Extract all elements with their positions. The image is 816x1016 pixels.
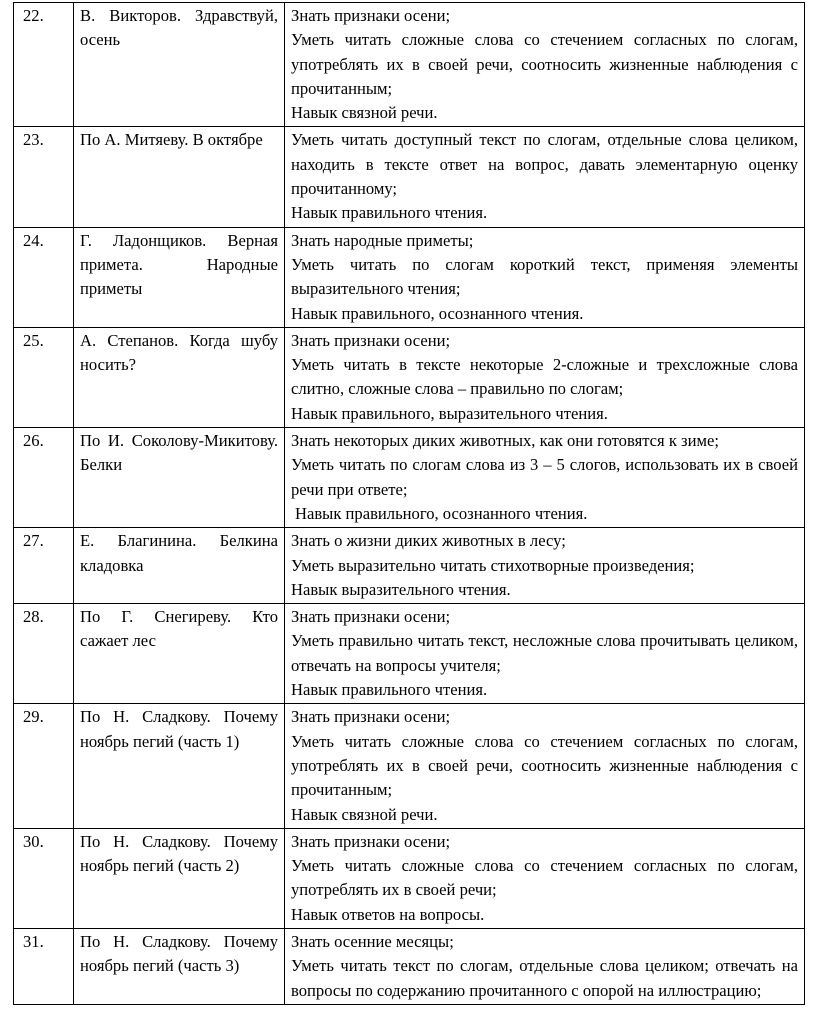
lesson-requirements [285, 828, 805, 928]
table-row [14, 428, 805, 528]
lesson-requirements [285, 3, 805, 127]
requirement-line: Уметь выразительно читать стихотворные произведения; [291, 555, 695, 575]
table-row [14, 127, 805, 227]
lesson-requirements [285, 428, 805, 528]
requirement-line: Уметь читать сложные слова со стечением согласных по слогам, употреблять их в своей речи; [291, 856, 798, 900]
requirement-line: Уметь читать текст по слогам, отдельные слова целиком; отвечать на вопросы по содержанию прочитанного с опорой на иллюстрацию; [291, 956, 798, 1000]
lesson-title: По А. Митяеву. В октябре [74, 127, 285, 227]
requirement-line: Знать признаки осени; [291, 607, 451, 627]
lesson-number: 30. [14, 828, 74, 928]
requirement-line: Уметь правильно читать текст, несложные слова прочитывать целиком, отвечать на вопросы учителя; [291, 631, 798, 675]
table-row [14, 227, 805, 327]
requirement-line: Знать о жизни диких животных в лесу; [291, 531, 566, 551]
requirement-line: Уметь читать по слогам слова из 3 – 5 слогов, использовать их в своей речи при ответе; [291, 455, 798, 499]
lesson-requirements [285, 928, 805, 1004]
table-row [14, 604, 805, 704]
table-row [14, 704, 805, 828]
requirement-line: Знать признаки осени; [291, 831, 451, 851]
lesson-number: 28. [14, 604, 74, 704]
lesson-title: В. Викторов. Здравствуй, осень [74, 3, 285, 127]
lesson-title: По Г. Снегиреву. Кто сажает лес [74, 604, 285, 704]
lesson-title: По И. Соколову-Микитову. Белки [74, 428, 285, 528]
requirement-line: Уметь читать в тексте некоторые 2-сложные и трехсложные слова слитно, сложные слова – правильно по слогам; [291, 355, 798, 399]
requirement-line: Навык правильного чтения. [291, 203, 488, 223]
table-row [14, 828, 805, 928]
lesson-title: По Н. Сладкову. Почему ноябрь пегий (часть 1) [74, 704, 285, 828]
table-row [14, 3, 805, 127]
lesson-title: Е. Благинина. Белкина кладовка [74, 528, 285, 604]
lesson-number: 22. [14, 3, 74, 127]
requirement-line: Навык правильного чтения. [291, 680, 488, 700]
requirement-line: Навык правильного, выразительного чтения. [291, 403, 608, 423]
table-body [14, 3, 805, 1005]
requirement-line: Уметь читать доступный текст по слогам, отдельные слова целиком, находить в тексте ответ на вопрос, давать элементарную оценку прочитанному; [291, 130, 798, 199]
table-row [14, 327, 805, 427]
requirement-line: Навык правильного, осознанного чтения. [295, 503, 588, 523]
lesson-requirements [285, 327, 805, 427]
table-row [14, 528, 805, 604]
table-row [14, 928, 805, 1004]
requirement-line: Знать осенние месяцы; [291, 931, 454, 951]
lesson-title: По Н. Сладкову. Почему ноябрь пегий (часть 2) [74, 828, 285, 928]
lesson-requirements [285, 528, 805, 604]
requirement-line: Уметь читать по слогам короткий текст, применяя элементы выразительного чтения; [291, 254, 798, 299]
requirement-line: Навык выразительного чтения. [291, 579, 511, 599]
requirement-line: Навык связной речи. [291, 103, 438, 123]
lesson-requirements [285, 127, 805, 227]
lesson-number: 31. [14, 928, 74, 1004]
requirement-line: Знать признаки осени; [291, 707, 451, 727]
lesson-plan-table [13, 2, 805, 1005]
lesson-title: А. Степанов. Когда шубу носить? [74, 327, 285, 427]
lesson-requirements [285, 227, 805, 327]
requirement-line: Уметь читать сложные слова со стечением согласных по слогам, употреблять их в своей речи, соотносить жизненные наблюдения с прочитанным; [291, 30, 798, 98]
lesson-number: 29. [14, 704, 74, 828]
requirement-line: Знать признаки осени; [291, 330, 451, 350]
requirement-line: Знать народные приметы; [291, 230, 474, 250]
lesson-number: 25. [14, 327, 74, 427]
requirement-line: Уметь читать сложные слова со стечением согласных по слогам, употреблять их в своей речи, соотносить жизненные наблюдения с прочитанным; [291, 731, 798, 800]
lesson-requirements [285, 604, 805, 704]
lesson-requirements [285, 704, 805, 828]
requirement-line: Знать признаки осени; [291, 6, 451, 25]
requirement-line: Навык ответов на вопросы. [291, 904, 485, 924]
lesson-title: Г. Ладонщиков. Верная примета. Народные приметы [74, 227, 285, 327]
lesson-title: По Н. Сладкову. Почему ноябрь пегий (часть 3) [74, 928, 285, 1004]
lesson-number: 24. [14, 227, 74, 327]
lesson-number: 26. [14, 428, 74, 528]
requirement-line: Знать некоторых диких животных, как они готовятся к зиме; [291, 431, 719, 451]
lesson-number: 23. [14, 127, 74, 227]
lesson-number: 27. [14, 528, 74, 604]
requirement-line: Навык связной речи. [291, 804, 438, 824]
requirement-line: Навык правильного, осознанного чтения. [291, 303, 584, 323]
